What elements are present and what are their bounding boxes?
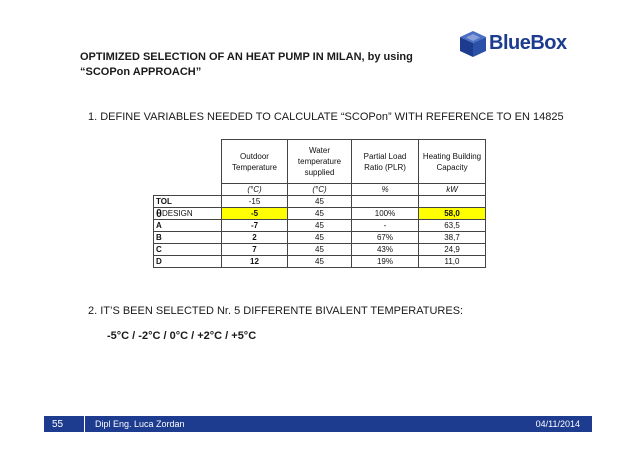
variables-table bbox=[153, 139, 486, 268]
table-row bbox=[154, 196, 486, 208]
footer-date: 04/11/2014 bbox=[535, 419, 580, 429]
header-outdoor-temperature: Outdoor Temperature bbox=[222, 140, 288, 184]
row-label: C bbox=[154, 244, 222, 256]
header-heating-capacity: Heating Building Capacity bbox=[419, 140, 486, 184]
cell-capacity: 58,0 bbox=[419, 208, 486, 220]
cell-plr bbox=[352, 196, 419, 208]
table-row bbox=[154, 232, 486, 244]
page-number: 55 bbox=[52, 419, 64, 430]
row-label-design-text: DESIGN bbox=[161, 208, 193, 218]
cell-capacity: 38,7 bbox=[419, 232, 486, 244]
row-label: A bbox=[154, 220, 222, 232]
cell-water: 45 bbox=[288, 256, 352, 268]
cell-outdoor: -15 bbox=[222, 196, 288, 208]
unit-capacity: kW bbox=[419, 184, 486, 196]
cell-outdoor: 2 bbox=[222, 232, 288, 244]
row-label-design bbox=[154, 208, 222, 220]
step-2-text: 2. IT’S BEEN SELECTED Nr. 5 DIFFERENTE BIVALENT TEMPERATURES: bbox=[88, 305, 464, 317]
cell-plr: - bbox=[352, 220, 419, 232]
unit-water: (°C) bbox=[288, 184, 352, 196]
cell-capacity: 63,5 bbox=[419, 220, 486, 232]
footer-divider bbox=[84, 416, 85, 432]
cell-plr: 43% bbox=[352, 244, 419, 256]
cell-outdoor: 12 bbox=[222, 256, 288, 268]
cell-outdoor: -5 bbox=[222, 208, 288, 220]
cell-plr: 100% bbox=[352, 208, 419, 220]
header-plr: Partial Load Ratio (PLR) bbox=[352, 140, 419, 184]
step-1-text: 1. DEFINE VARIABLES NEEDED TO CALCULATE “SCOPon” WITH REFERENCE TO EN 14825 bbox=[88, 111, 564, 123]
footer-author: Dipl Eng. Luca Zordan bbox=[95, 419, 185, 429]
footer-bar bbox=[44, 416, 592, 432]
units-empty-cell bbox=[154, 184, 222, 196]
unit-outdoor: (°C) bbox=[222, 184, 288, 196]
cell-water: 45 bbox=[288, 220, 352, 232]
table-row bbox=[154, 220, 486, 232]
row-label: TOL bbox=[154, 196, 222, 208]
cell-plr: 67% bbox=[352, 232, 419, 244]
cell-capacity: 11,0 bbox=[419, 256, 486, 268]
header-water-temperature: Water temperature supplied bbox=[288, 140, 352, 184]
cell-capacity: 24,9 bbox=[419, 244, 486, 256]
header-empty-cell bbox=[154, 140, 222, 184]
cell-outdoor: 7 bbox=[222, 244, 288, 256]
title-line-2: “SCOPon APPROACH” bbox=[80, 66, 202, 78]
cell-water: 45 bbox=[288, 196, 352, 208]
row-label: D bbox=[154, 256, 222, 268]
title-line-1: OPTIMIZED SELECTION OF AN HEAT PUMP IN MILAN, by using bbox=[80, 51, 413, 63]
cell-water: 45 bbox=[288, 232, 352, 244]
table-units-row bbox=[154, 184, 486, 196]
table-row bbox=[154, 244, 486, 256]
brand-logo-text: BlueBox bbox=[489, 32, 567, 54]
table-row bbox=[154, 256, 486, 268]
table-header-row bbox=[154, 140, 486, 184]
bivalent-temperatures: -5°C / -2°C / 0°C / +2°C / +5°C bbox=[107, 330, 257, 342]
row-label: B bbox=[154, 232, 222, 244]
theta-symbol: θ bbox=[156, 207, 162, 220]
cell-plr: 19% bbox=[352, 256, 419, 268]
unit-plr: % bbox=[352, 184, 419, 196]
cell-outdoor: -7 bbox=[222, 220, 288, 232]
cell-water: 45 bbox=[288, 244, 352, 256]
table-row bbox=[154, 208, 486, 220]
cell-capacity bbox=[419, 196, 486, 208]
cell-water: 45 bbox=[288, 208, 352, 220]
page-title bbox=[80, 50, 440, 80]
